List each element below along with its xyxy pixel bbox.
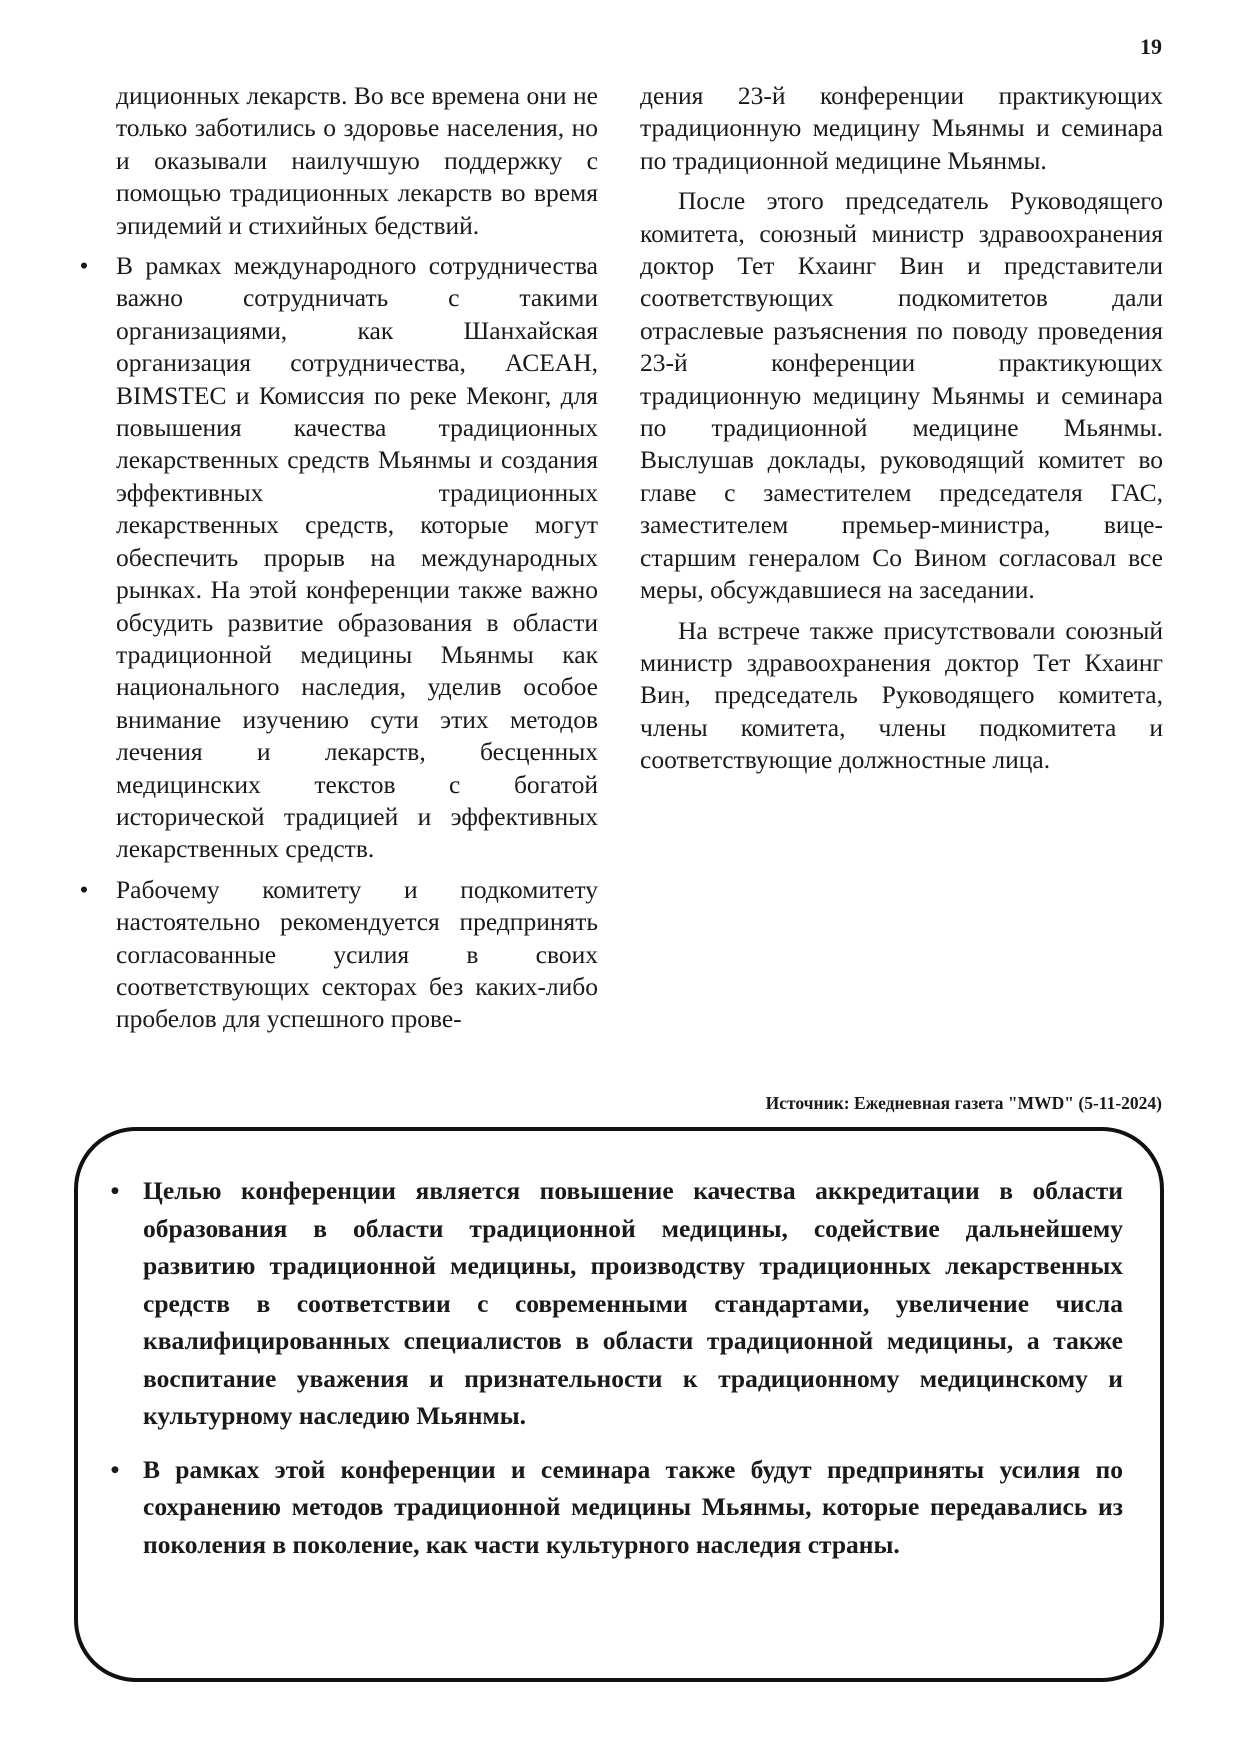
highlight-bullet-list bbox=[110, 1172, 1123, 1579]
right-column bbox=[640, 80, 1163, 785]
left-continuation-paragraph: диционных лекарств. Во все времена они не только заботились о здоровье населения, но и оказывали наилучшую поддержку с помощью традиционных лекарств во время эпидемий и стихийных бедствий. bbox=[116, 81, 598, 240]
list-item bbox=[110, 1172, 1123, 1435]
bullet-icon: • bbox=[110, 1176, 120, 1205]
list-item bbox=[79, 250, 598, 866]
bullet-icon: • bbox=[79, 251, 89, 281]
highlight-text: Целью конференции является повышение качества аккредитации в области образования в области традиционной медицины, содействие дальнейшему развитию традиционной медицины, производству традиционных лекарственных средств в соответствии с современными стандартами, увеличение числа квалифицированных специалистов в области традиционной медицины, а также воспитание уважения и признательности к традиционному медицинскому и культурному наследию Мьянмы. bbox=[143, 1176, 1123, 1430]
bullet-icon: • bbox=[110, 1454, 120, 1484]
bullet-icon: • bbox=[79, 874, 89, 904]
bullet-text: Рабочему комитету и подкомитету настоятельно рекомендуется предпринять согласованные усилия в своих соответствующих секторах без каких-либо пробелов для успешного прове- bbox=[116, 874, 598, 1034]
page-number: 19 bbox=[1140, 34, 1162, 59]
highlight-text: В рамках этой конференции и семинара также будут предприняты усилия по сохранению методов традиционной медицины Мьянмы, которые передавались из поколения в поколение, как части культурного наследия страны. bbox=[143, 1454, 1123, 1559]
list-item bbox=[110, 1451, 1123, 1564]
highlight-box bbox=[74, 1127, 1164, 1682]
body-paragraph: На встрече также присутствовали союзный министр здравоохранения доктор Тет Кхаинг Вин, председатель Руководящего комитета, члены комитета, члены подкомитета и соответствующие должностные лица. bbox=[640, 615, 1163, 775]
body-paragraph: После этого председатель Руководящего комитета, союзный министр здравоохранения доктор Тет Кхаинг Вин и представители соответствующих подкомитетов дали отраслевые разъяснения по поводу проведения 23-й конференции практикующих традиционную медицину Мьянмы и семинара по традиционной медицине Мьянмы. Выслушав доклады, руководящий комитет во главе с заместителем председателя ГАС, заместителем премьер-министра, вице-старшим генералом Со Вином согласовал все меры, обсуждавшиеся на заседании. bbox=[640, 186, 1163, 605]
left-bullet-list bbox=[79, 250, 598, 1036]
left-column bbox=[79, 80, 598, 1044]
source-citation: Источник: Ежедневная газета "MWD" (5-11-2024) bbox=[765, 1093, 1162, 1113]
bullet-text: В рамках международного сотрудничества важно сотрудничать с такими организациями, как Шанхайская организация сотрудничества, АСЕАН, BIMSTEC и Комиссия по реке Меконг, для повышения качества традиционных лекарственных средств Мьянмы и создания эффективных традиционных лекарственных средств, которые могут обеспечить прорыв на международных рынках. На этой конференции также важно обсудить развитие образования в области традиционной медицины Мьянмы как национального наследия, уделив особое внимание изучению сути этих методов лечения и лекарств, бесценных медицинских текстов с богатой исторической традицией и эффективных лекарственных средств. bbox=[116, 251, 598, 864]
list-item bbox=[79, 874, 598, 1036]
right-continuation-paragraph: дения 23-й конференции практикующих традиционную медицину Мьянмы и семинара по традиционной медицине Мьянмы. bbox=[640, 81, 1163, 175]
